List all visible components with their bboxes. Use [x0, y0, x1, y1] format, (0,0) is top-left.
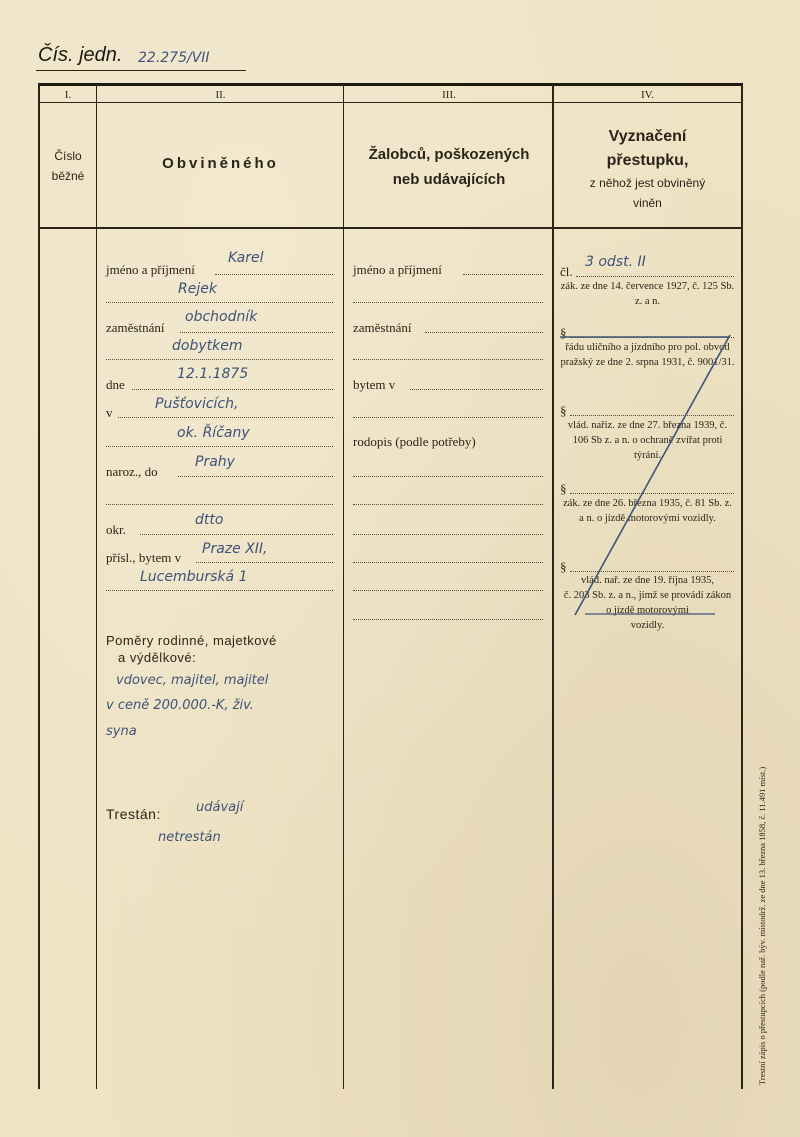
plaintiff-job-label: zaměstnání [353, 320, 412, 335]
offence-article-prefix: čl. [560, 264, 573, 279]
offence-section-mark-2: § [560, 325, 567, 340]
accused-residence-line-2 [106, 590, 333, 591]
reference-value: 22.275/VII [138, 50, 210, 66]
column-divider-3 [552, 84, 554, 1089]
strike-line-diagonal [575, 335, 730, 615]
accused-date-label: dne [106, 377, 125, 392]
accused-family-value-1: vdovec, majitel, majitel [116, 673, 269, 688]
offence-section-mark-4: § [560, 481, 567, 496]
accused-job-line [180, 332, 333, 333]
plaintiff-job-line-2 [353, 359, 543, 360]
accused-punished-label: Trestán: [106, 806, 161, 822]
accused-surname-value: Rejek [178, 281, 217, 297]
reference-label: Čís. jedn. [38, 44, 123, 66]
accused-residence-line [196, 562, 333, 563]
accused-job-label: zaměstnání [106, 320, 165, 335]
offence-law-1: zák. ze dne 14. července 1927, č. 125 Sb. z. a n. [560, 281, 735, 307]
accused-surname-line [106, 302, 333, 303]
accused-name-value: Karel [228, 250, 264, 266]
header-offence-sub-2: viněn [633, 196, 662, 210]
plaintiff-bio-line-1 [353, 476, 543, 477]
accused-job-line-2 [106, 359, 333, 360]
column-number-2: II. [215, 89, 226, 101]
header-plaintiffs-line-1: Žalobců, poškozených [368, 146, 530, 163]
reference-underline [36, 70, 246, 71]
accused-job-value: obchodník [185, 309, 258, 325]
accused-residence-label: přísl., bytem v [106, 550, 182, 565]
table-top-border [38, 83, 743, 86]
header-plaintiffs-line-2: neb udávajících [392, 171, 506, 188]
plaintiff-address-line [410, 389, 543, 390]
offence-law-3: vlád. nařiz. ze dne 27. března 1939, č. 106 Sb z. a n. o ochraně zvířat proti týrání. [567, 420, 728, 461]
plaintiff-bio-line-5 [353, 590, 543, 591]
accused-residence-value: Praze XII, [202, 541, 268, 557]
offence-law-5-line-c: vozidly. [630, 620, 665, 631]
plaintiff-job-line [425, 332, 543, 333]
accused-born-line-2 [106, 504, 333, 505]
accused-place-line [118, 417, 333, 418]
column-number-4: IV. [641, 89, 654, 101]
accused-family-value-2: v ceně 200.000.-K, živ. [106, 698, 254, 713]
offence-law-5-line-b: č. 203 Sb. z. a n., jímž se provádí zákon o jízdě motorovými [563, 590, 732, 616]
accused-born-label: naroz., do [106, 464, 158, 479]
header-serial-number [40, 146, 96, 186]
accused-born-value: Prahy [195, 454, 235, 470]
header-accused: Obviněného [162, 155, 279, 172]
accused-name-line [215, 274, 333, 275]
accused-name-label: jméno a příjmení [106, 262, 195, 277]
accused-place-label: v [106, 405, 113, 420]
accused-district-line [140, 534, 333, 535]
accused-family-value-3: syna [106, 724, 137, 739]
plaintiff-bio-line-4 [353, 562, 543, 563]
accused-date-value: 12.1.1875 [177, 366, 249, 382]
offence-section-mark-5: § [560, 559, 567, 574]
plaintiff-name-label: jméno a příjmení [353, 262, 442, 277]
accused-residence-value-2: Lucemburská 1 [140, 569, 248, 585]
header-offence [555, 125, 740, 213]
accused-place-value-2: ok. Říčany [177, 425, 250, 441]
column-divider-1 [96, 84, 97, 1089]
table-right-border [741, 84, 743, 1089]
header-serial-line-1: Číslo [54, 149, 82, 163]
header-offence-line-2: přestupku, [606, 152, 689, 169]
plaintiff-bio-label: rodopis (podle potřeby) [353, 434, 476, 449]
column-number-3: III. [442, 89, 456, 101]
accused-punished-value-2: netrestán [158, 830, 221, 845]
header-bottom-rule [38, 227, 743, 229]
offence-law-5-line-a: vlád. nař. ze dne 19. října 1935, [581, 575, 714, 586]
plaintiff-bio-line-2 [353, 504, 543, 505]
column-number-rule [38, 102, 743, 103]
accused-family-label-2: a výdělkové: [118, 650, 197, 665]
accused-place-line-2 [106, 446, 333, 447]
header-plaintiffs [345, 142, 553, 192]
plaintiff-name-line [463, 274, 543, 275]
plaintiff-bio-line-6 [353, 619, 543, 620]
column-number-1: I. [64, 89, 72, 101]
plaintiff-address-line-2 [353, 417, 543, 418]
strike-through-marks [555, 320, 740, 640]
plaintiff-bio-line-3 [353, 534, 543, 535]
offence-section-mark-3: § [560, 403, 567, 418]
table-left-border [38, 84, 40, 1089]
column-divider-2 [343, 84, 344, 1089]
offence-article-value: 3 odst. II [585, 254, 646, 270]
header-offence-sub-1: z něhož jest obviněný [589, 176, 706, 190]
header-offence-line-1: Vyznačení [608, 128, 687, 145]
offence-article-line [576, 276, 734, 277]
accused-punished-value-1: udávají [196, 800, 244, 815]
accused-family-label-1: Poměry rodinné, majetkové [106, 633, 277, 648]
offence-law-2: řádu uličního a jízdního pro pol. obvod pražský ze dne 2. srpna 1931, č. 9001/31. [560, 342, 735, 368]
accused-date-line [132, 389, 333, 390]
offence-law-4: zák. ze dne 26. března 1935, č. 81 Sb. z. a n. o jízdě motorovými vozidly. [563, 498, 732, 524]
accused-job-value-2: dobytkem [172, 338, 243, 354]
accused-district-label: okr. [106, 522, 126, 537]
accused-born-line [178, 476, 333, 477]
side-note: Trestní zápis o přestupcích (podle nař. býv. místodrž. ze dne 13. března 1858, č. 11.491 míst.) [757, 766, 767, 1085]
accused-place-value: Pušťovicích, [155, 396, 239, 412]
header-serial-line-2: běžné [51, 169, 85, 183]
plaintiff-address-label: bytem v [353, 377, 396, 392]
accused-district-value: dtto [195, 512, 224, 528]
plaintiff-name-line-2 [353, 302, 543, 303]
